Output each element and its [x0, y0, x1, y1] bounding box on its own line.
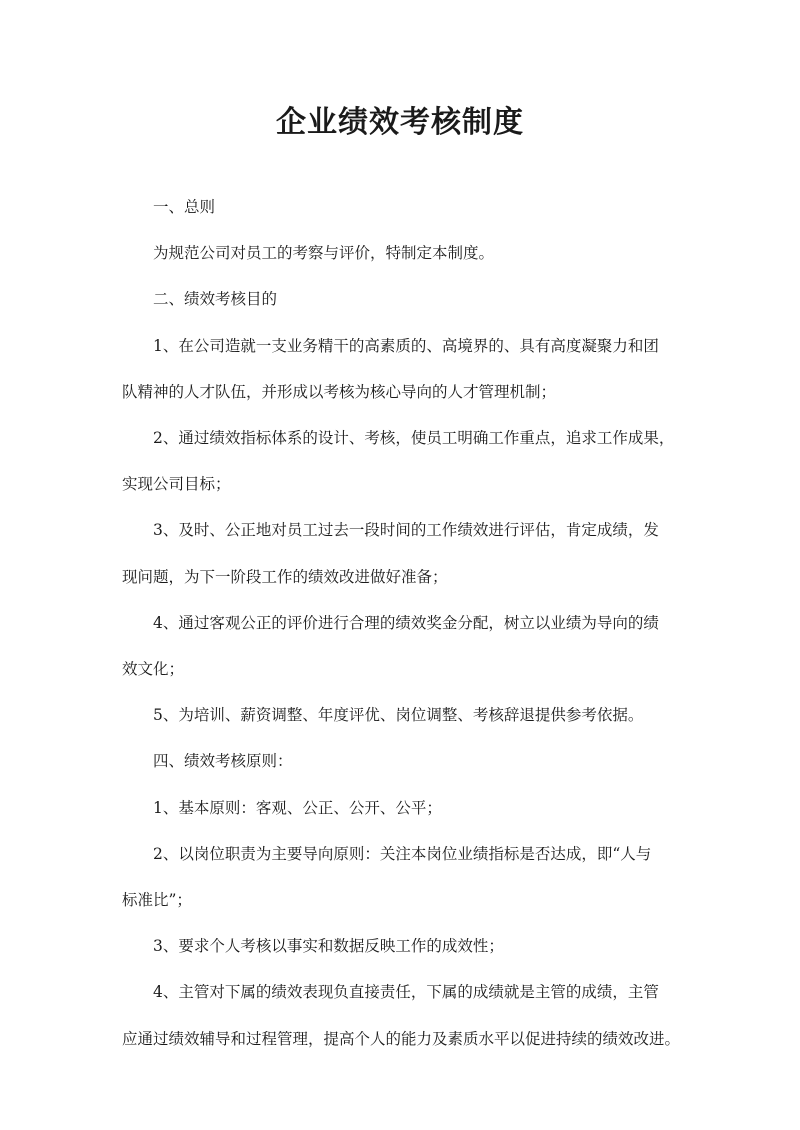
document-line: 3、要求个人考核以事实和数据反映工作的成效性； [153, 937, 504, 956]
document-line: 1、基本原则：客观、公正、公开、公平； [153, 798, 442, 817]
document-body [122, 184, 688, 1062]
document-line: 四、绩效考核原则： [153, 752, 293, 771]
document-line: 一、总则 [153, 198, 216, 216]
document-line: 标准比”； [122, 891, 192, 910]
document-line: 效文化； [122, 660, 185, 679]
document-line: 2、以岗位职责为主要导向原则：关注本岗位业绩指标是否达成，即“人与 [153, 844, 652, 863]
document-line: 现问题，为下一阶段工作的绩效改进做好准备； [122, 567, 448, 586]
document-line: 应通过绩效辅导和过程管理，提高个人的能力及素质水平以促进持续的绩效改进。 [122, 1029, 681, 1048]
document-line: 4、主管对下属的绩效表现负直接责任，下属的成绩就是主管的成绩，主管 [153, 983, 659, 1002]
document-line: 3、及时、公正地对员工过去一段时间的工作绩效进行评估，肯定成绩，发 [153, 521, 659, 540]
document-title: 企业绩效考核制度 [276, 105, 524, 140]
document-line: 5、为培训、薪资调整、年度评优、岗位调整、考核辞退提供参考依据。 [153, 706, 644, 725]
document-line: 二、绩效考核目的 [153, 290, 278, 309]
document-line: 2、通过绩效指标体系的设计、考核，使员工明确工作重点，追求工作成果， [153, 429, 675, 448]
document-line: 4、通过客观公正的评价进行合理的绩效奖金分配，树立以业绩为导向的绩 [153, 613, 659, 632]
document-line: 为规范公司对员工的考察与评价，特制定本制度。 [153, 244, 495, 263]
document-line: 实现公司目标； [122, 475, 231, 494]
document-line: 队精神的人才队伍，并形成以考核为核心导向的人才管理机制； [122, 382, 557, 401]
document-line: 1、在公司造就一支业务精干的高素质的、高境界的、具有高度凝聚力和团 [153, 336, 659, 355]
